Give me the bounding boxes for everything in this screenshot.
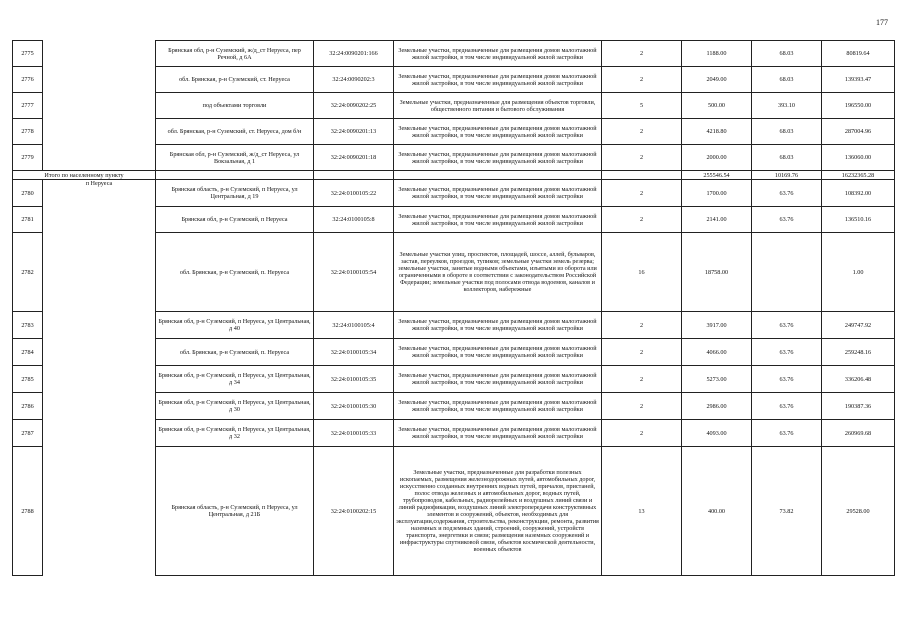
cadastral-number-cell: 32:24:0090202:25 — [314, 93, 394, 119]
settlement-cell-empty — [43, 119, 156, 145]
address-cell: Брянская обл, р-н Суземский, ж/д_ст Неруеса, ул Вокзальная, д 1 — [156, 145, 314, 171]
address-cell: Брянская обл, р-н Суземский, п Неруеса, ул Центральная, д 34 — [156, 366, 314, 393]
specific-value-cell: 63.76 — [752, 339, 822, 366]
cadastral-value-cell: 287004.96 — [822, 119, 895, 145]
row-number: 2777 — [13, 93, 43, 119]
cadastral-number-cell: 32:24:0100105:33 — [314, 420, 394, 447]
row-number: 2784 — [13, 339, 43, 366]
total-empty — [394, 171, 602, 180]
address-cell: Брянская обл, р-н Суземский, п Неруеса — [156, 207, 314, 233]
area-cell: 5273.00 — [682, 366, 752, 393]
cadastral-value-cell: 136060.00 — [822, 145, 895, 171]
area-cell: 2986.00 — [682, 393, 752, 420]
area-cell: 4066.00 — [682, 339, 752, 366]
area-cell: 2049.00 — [682, 67, 752, 93]
land-purpose-cell: Земельные участки, предназначенные для размещения домов малоэтажной жилой застройки, в том числе индивидуальной жилой застройки — [394, 420, 602, 447]
total-empty — [156, 171, 314, 180]
area-cell: 2000.00 — [682, 145, 752, 171]
land-purpose-cell: Земельные участки, предназначенные для размещения домов малоэтажной жилой застройки, в том числе индивидуальной жилой застройки — [394, 366, 602, 393]
cadastral-value-table — [12, 40, 895, 576]
land-purpose-cell: Земельные участки, предназначенные для размещения домов малоэтажной жилой застройки, в том числе индивидуальной жилой застройки — [394, 180, 602, 207]
purpose-group-cell: 2 — [602, 312, 682, 339]
address-cell: обл. Брянская, р-н Суземский, ст. Неруеса, дом б/н — [156, 119, 314, 145]
table-row — [13, 145, 895, 171]
total-row — [13, 171, 895, 180]
settlement-cell-empty — [43, 67, 156, 93]
cadastral-number-cell: 32:24:0100105:8 — [314, 207, 394, 233]
purpose-group-cell: 2 — [602, 207, 682, 233]
purpose-group-cell: 2 — [602, 180, 682, 207]
cadastral-value-cell: 259248.16 — [822, 339, 895, 366]
area-cell: 4093.00 — [682, 420, 752, 447]
row-number: 2775 — [13, 41, 43, 67]
specific-value-cell: 63.76 — [752, 366, 822, 393]
specific-value-cell: 68.03 — [752, 67, 822, 93]
area-cell: 400.00 — [682, 447, 752, 576]
land-purpose-cell: Земельные участки, предназначенные для размещения домов малоэтажной жилой застройки, в том числе индивидуальной жилой застройки — [394, 67, 602, 93]
specific-value-cell: 63.76 — [752, 312, 822, 339]
cadastral-number-cell: 32:24:0100105:35 — [314, 366, 394, 393]
cadastral-number-cell: 32:24:0100105:4 — [314, 312, 394, 339]
land-purpose-cell: Земельные участки, предназначенные для размещения объектов торговли, общественного питания и бытового обслуживания — [394, 93, 602, 119]
purpose-group-cell: 2 — [602, 41, 682, 67]
land-purpose-cell: Земельные участки, предназначенные для размещения домов малоэтажной жилой застройки, в том числе индивидуальной жилой застройки — [394, 339, 602, 366]
land-purpose-cell: Земельные участки, предназначенные для размещения домов малоэтажной жилой застройки, в том числе индивидуальной жилой застройки — [394, 41, 602, 67]
row-number: 2783 — [13, 312, 43, 339]
land-purpose-cell: Земельные участки, предназначенные для размещения домов малоэтажной жилой застройки, в том числе индивидуальной жилой застройки — [394, 393, 602, 420]
address-cell: обл. Брянская, р-н Суземский, п. Неруеса — [156, 233, 314, 312]
area-cell: 3917.00 — [682, 312, 752, 339]
cadastral-value-cell: 336206.48 — [822, 366, 895, 393]
row-number: 2781 — [13, 207, 43, 233]
row-number: 2786 — [13, 393, 43, 420]
specific-value-cell: 73.82 — [752, 447, 822, 576]
settlement-cell-empty — [43, 145, 156, 171]
land-purpose-cell: Земельные участки, предназначенные для размещения домов малоэтажной жилой застройки, в том числе индивидуальной жилой застройки — [394, 207, 602, 233]
area-cell: 4218.80 — [682, 119, 752, 145]
land-purpose-cell: Земельные участки, предназначенные для разработки полезных ископаемых, размещения железнодорожных путей, автомобильных дорог, искусственно созданных внутренних водных путей, причалов, пристаней, полос отвода железных и автомобильных дорог, водных путей, трубопроводов, кабельных, радиорелейных и воздушных линий связи и линий радиофикации, воздушных линий электропередачи конструктивных элементов и сооружений, объектов, необходимых для эксплуатации,содержания, строительства, реконструкции, ремонта, развития наземных и подземных зданий, строений, сооружений, устройств транспорта, энергетики и связи; размещения наземных сооружений и инфраструктуры спутниковой связи, объектов космической деятельности, военных объектов — [394, 447, 602, 576]
cadastral-value-cell: 80819.64 — [822, 41, 895, 67]
cadastral-number-cell: 32:24:0100105:34 — [314, 339, 394, 366]
total-label: Итого по населенному пункту — [13, 171, 156, 180]
address-cell: Брянская область, р-н Суземский, п Неруеса, ул Центральная, д 19 — [156, 180, 314, 207]
total-specific: 10169.76 — [752, 171, 822, 180]
cadastral-number-cell: 32:24:0090201:166 — [314, 41, 394, 67]
specific-value-cell: 63.76 — [752, 180, 822, 207]
purpose-group-cell: 2 — [602, 393, 682, 420]
cadastral-number-cell: 32:24:0090202:3 — [314, 67, 394, 93]
row-number: 2779 — [13, 145, 43, 171]
land-purpose-cell: Земельные участки, предназначенные для размещения домов малоэтажной жилой застройки, в том числе индивидуальной жилой застройки — [394, 119, 602, 145]
row-number: 2778 — [13, 119, 43, 145]
land-purpose-cell: Земельные участки, предназначенные для размещения домов малоэтажной жилой застройки, в том числе индивидуальной жилой застройки — [394, 312, 602, 339]
cadastral-number-cell: 32:24:0100105:22 — [314, 180, 394, 207]
area-cell: 1188.00 — [682, 41, 752, 67]
address-cell: Брянская обл, р-н Суземский, п Неруеса, ул Центральная, д 40 — [156, 312, 314, 339]
specific-value-cell: 68.03 — [752, 145, 822, 171]
cadastral-number-cell: 32:24:0090201:18 — [314, 145, 394, 171]
page-number: 177 — [876, 18, 888, 27]
row-number: 2788 — [13, 447, 43, 576]
row-number: 2782 — [13, 233, 43, 312]
land-purpose-cell: Земельные участки, предназначенные для размещения домов малоэтажной жилой застройки, в том числе индивидуальной жилой застройки — [394, 145, 602, 171]
address-cell: Брянская область, р-н Суземский, п Неруеса, ул Центральная, д 21Б — [156, 447, 314, 576]
specific-value-cell: 393.10 — [752, 93, 822, 119]
cadastral-value-cell: 29528.00 — [822, 447, 895, 576]
purpose-group-cell: 2 — [602, 67, 682, 93]
total-area: 255546.54 — [682, 171, 752, 180]
table-row — [13, 41, 895, 67]
total-value: 16232365.28 — [822, 171, 895, 180]
area-cell: 500.00 — [682, 93, 752, 119]
land-purpose-cell: Земельные участки улиц, проспектов, площадей, шоссе, аллей, бульваров, застав, переулков, проездов, тупиков; земельные участки земель резерва; земельные участки, занятые водными объектами, изъятыми из оборота или ограниченными в обороте в соответствии с законодательством Российской Федерации; земельные участки под полосами отвода водоемов, каналов и коллекторов, набережные — [394, 233, 602, 312]
area-cell: 18758.00 — [682, 233, 752, 312]
address-cell: обл. Брянская, р-н Суземский, п. Неруеса — [156, 339, 314, 366]
cadastral-value-cell: 190387.36 — [822, 393, 895, 420]
purpose-group-cell: 2 — [602, 145, 682, 171]
settlement-cell-empty — [43, 93, 156, 119]
cadastral-number-cell: 32:24:0100105:30 — [314, 393, 394, 420]
settlement-cell-empty — [43, 41, 156, 67]
table-row — [13, 180, 895, 207]
row-number: 2776 — [13, 67, 43, 93]
specific-value-cell: 63.76 — [752, 207, 822, 233]
area-cell: 2141.00 — [682, 207, 752, 233]
address-cell: обл. Брянская, р-н Суземский, ст. Неруеса — [156, 67, 314, 93]
purpose-group-cell: 2 — [602, 420, 682, 447]
specific-value-cell: 68.03 — [752, 41, 822, 67]
table-row — [13, 119, 895, 145]
cadastral-value-cell: 108392.00 — [822, 180, 895, 207]
total-empty — [602, 171, 682, 180]
address-cell: под объектами торговли — [156, 93, 314, 119]
purpose-group-cell: 2 — [602, 119, 682, 145]
purpose-group-cell: 13 — [602, 447, 682, 576]
purpose-group-cell: 5 — [602, 93, 682, 119]
row-number: 2785 — [13, 366, 43, 393]
address-cell: Брянская обл, р-н Суземский, ж/д_ст Неруеса, пер Речной, д 6А — [156, 41, 314, 67]
settlement-name: п Неруеса — [43, 180, 156, 576]
address-cell: Брянская обл, р-н Суземский, п Неруеса, ул Центральная, д 30 — [156, 393, 314, 420]
purpose-group-cell: 2 — [602, 366, 682, 393]
cadastral-value-cell: 260969.68 — [822, 420, 895, 447]
address-cell: Брянская обл, р-н Суземский, п Неруеса, ул Центральная, д 32 — [156, 420, 314, 447]
table-row — [13, 93, 895, 119]
cadastral-number-cell: 32:24:0100105:54 — [314, 233, 394, 312]
purpose-group-cell: 16 — [602, 233, 682, 312]
row-number: 2787 — [13, 420, 43, 447]
row-number: 2780 — [13, 180, 43, 207]
specific-value-cell: 63.76 — [752, 420, 822, 447]
specific-value-cell — [752, 233, 822, 312]
purpose-group-cell: 2 — [602, 339, 682, 366]
cadastral-value-cell: 1.00 — [822, 233, 895, 312]
specific-value-cell: 63.76 — [752, 393, 822, 420]
area-cell: 1700.00 — [682, 180, 752, 207]
total-empty — [314, 171, 394, 180]
cadastral-value-cell: 249747.92 — [822, 312, 895, 339]
cadastral-value-cell: 196550.00 — [822, 93, 895, 119]
cadastral-number-cell: 32:24:0090201:13 — [314, 119, 394, 145]
cadastral-value-cell: 139393.47 — [822, 67, 895, 93]
specific-value-cell: 68.03 — [752, 119, 822, 145]
cadastral-value-cell: 136510.16 — [822, 207, 895, 233]
cadastral-number-cell: 32:24:0100202:15 — [314, 447, 394, 576]
table-row — [13, 67, 895, 93]
